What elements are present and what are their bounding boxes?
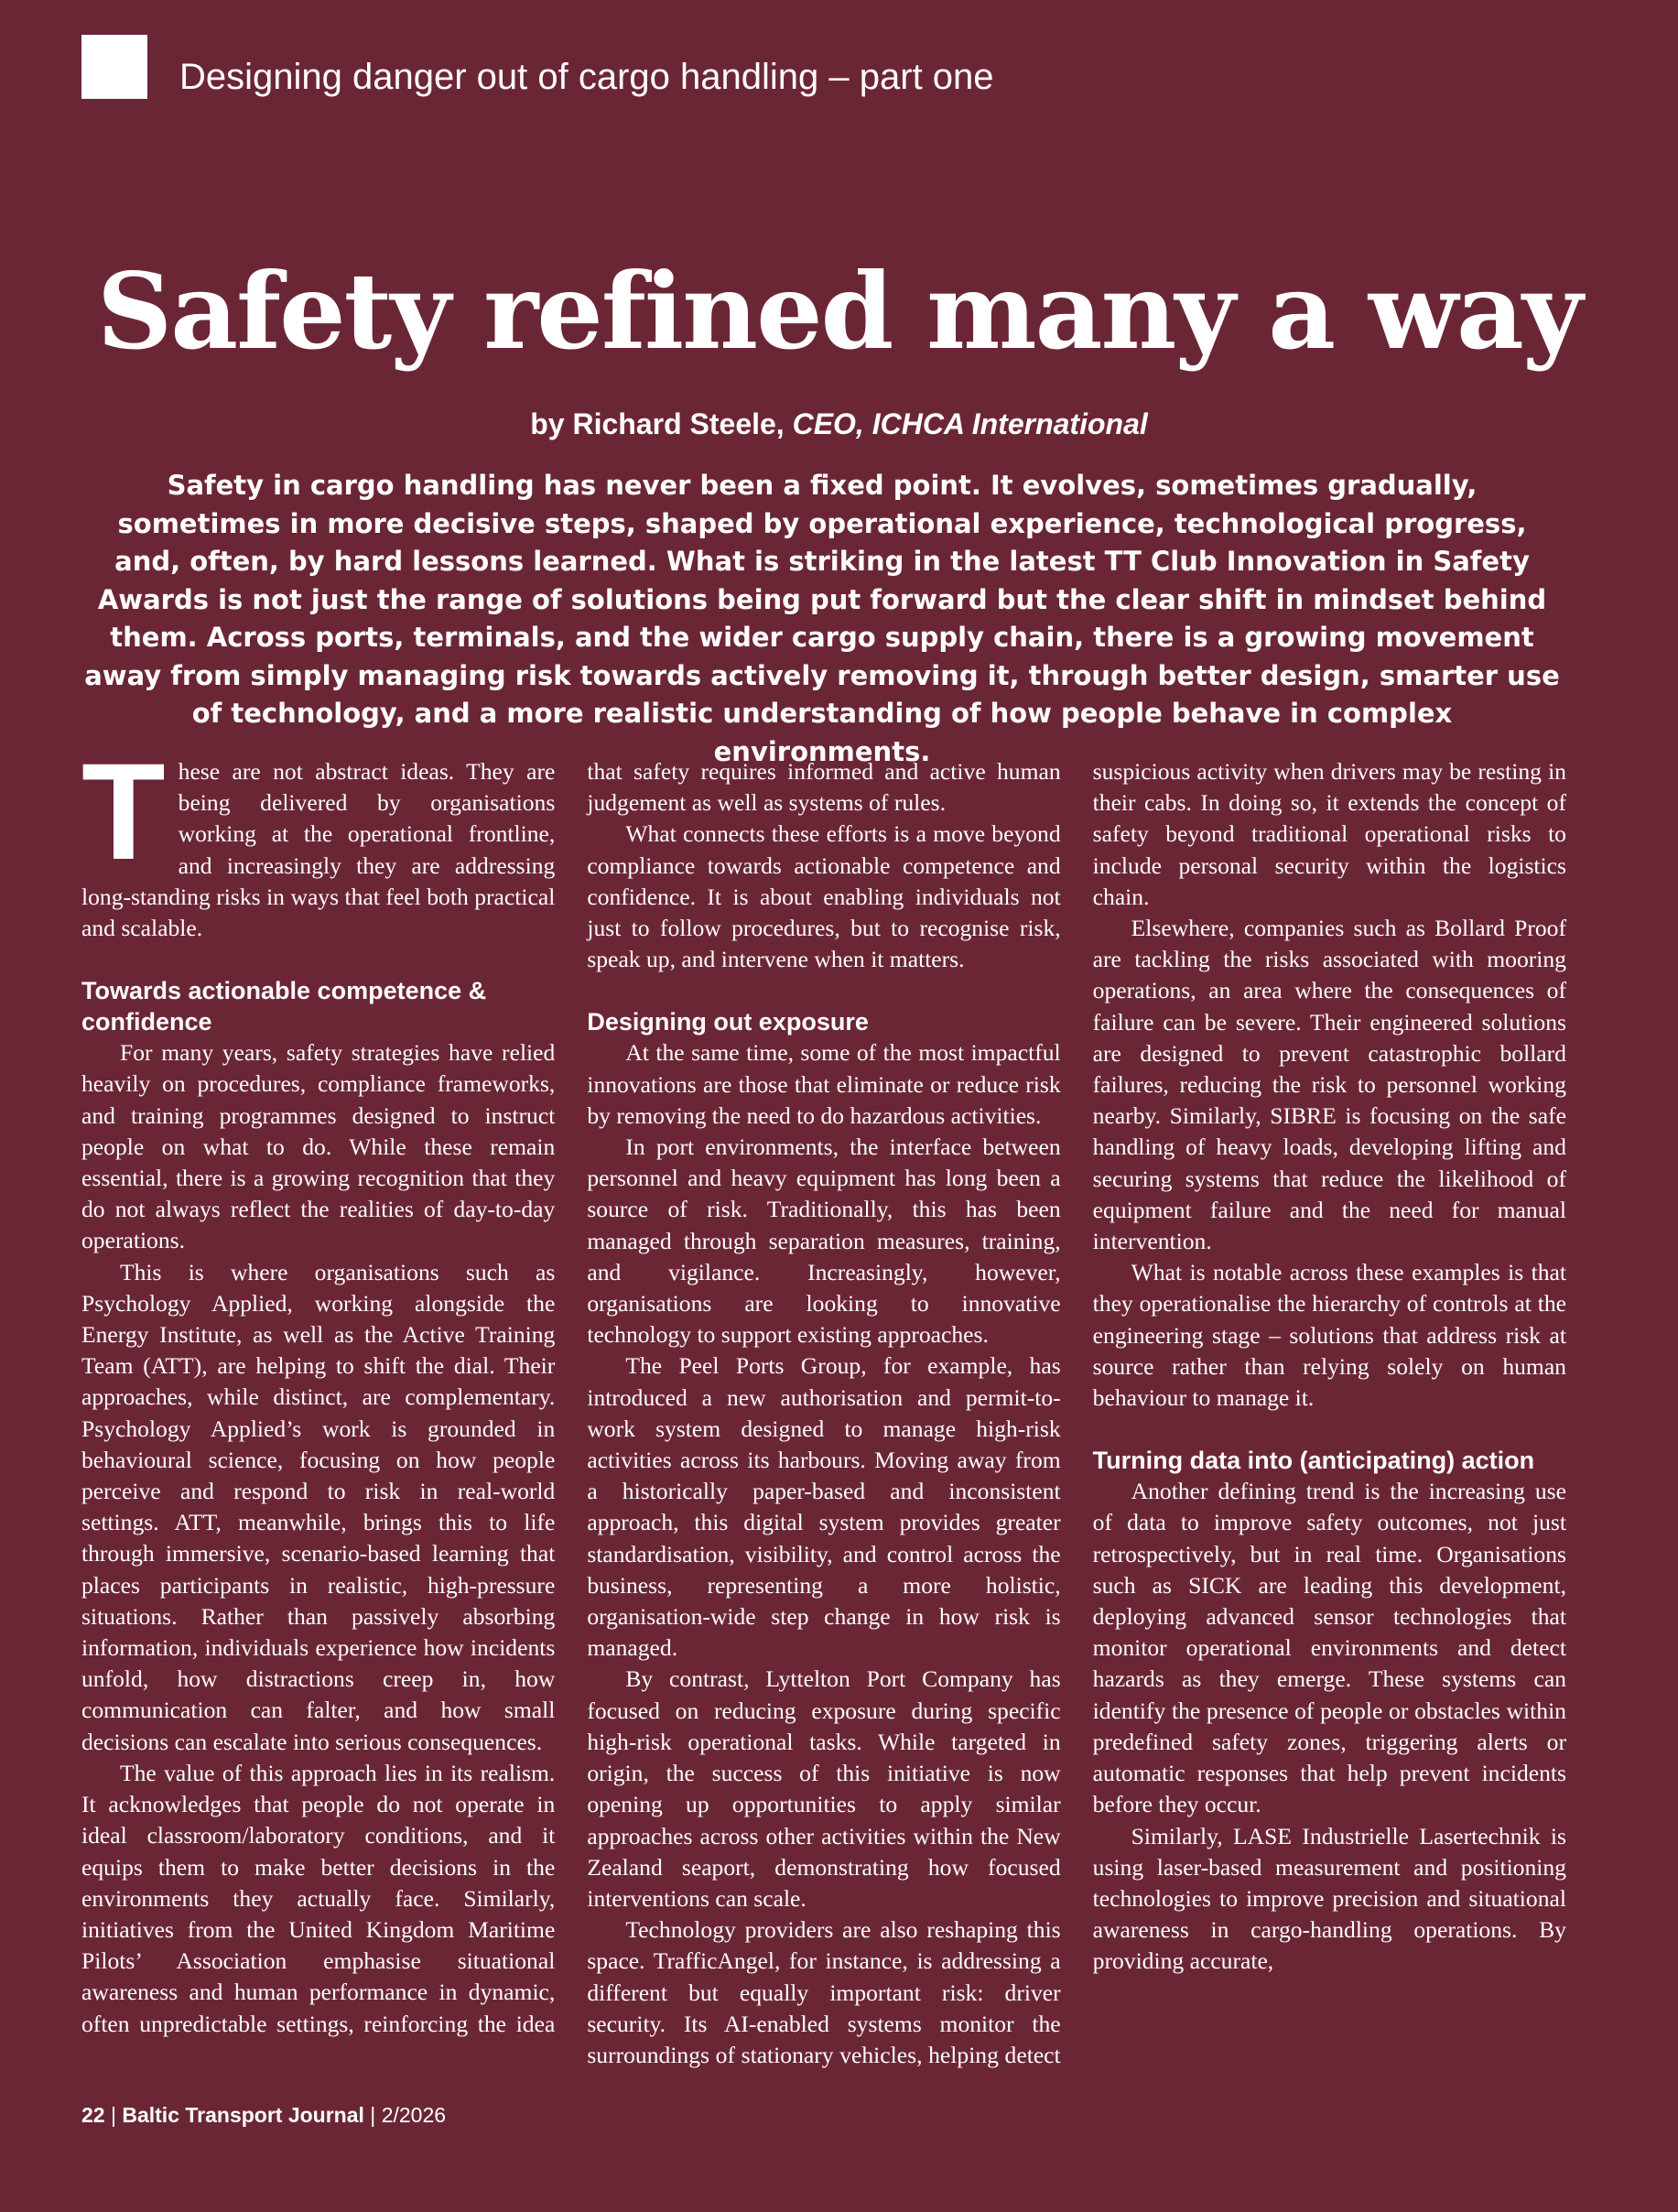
body-paragraph: Elsewhere, companies such as Bollard Proof are tackling the risks associated with mooring operations, an area where the consequences of failure can be severe. Their engineered solutions are designed to prevent catastrophic bollard failures, reducing the risk to personnel working nearby. Similarly, SIBRE is focusing on the safe handling of heavy loads, developing lifting and securing systems that reduce the likelihood of equipment failure and the need for manual intervention. [1092,915,1566,1255]
body-paragraph: By contrast, Lyttelton Port Company has focused on reducing exposure during specific high-risk operational tasks. While targeted in origin, the success of this initiative is now opening up opportunities to apply similar approaches across other activities within the New Zealand seaport, demonstrating how focused interventions can scale. [587,1665,1061,1912]
intro-paragraph: These are not abstract ideas. They are being delivered by organisations working at the operational frontline, and increasingly they are addressing long-standing risks in ways that feel both practical and scalable. [81,734,556,942]
body-paragraph: The value of this approach lies in its realism. It acknowledges that people do not operate in ideal classroom/laboratory conditions, and it equips them to make better decisions in the environments they actually face. Similarly, initiatives from the United Kingdom Maritime Pilots’ Association emphasise situational awareness and human performance in dynamic, often unpredictable settings, reinforcing the idea that safety requires informed and active human judgement as well as systems of rules. [81,758,1061,2037]
body-paragraph: What is notable across these examples is that they operationalise the hierarchy of controls at the engineering stage – solutions that address risk at source rather than relying solely on human behaviour to manage it. [1092,1259,1566,1412]
footer-separator: | [363,2103,382,2127]
section-heading: Turning data into (anticipating) action [1092,1447,1535,1475]
body-paragraph: Similarly, LASE Industrielle Lasertechnik is using laser-based measurement and positioning technologies to improve precision and situational awareness in cargo-handling operations. By providing accurate, [1092,1822,1566,1975]
body-paragraph: At the same time, some of the most impactful innovations are those that eliminate or reduce risk by removing the need to do hazardous activities. [587,1039,1061,1129]
footer-separator: | [104,2103,123,2127]
byline-author: by Richard Steele, [530,407,793,440]
section-heading: Towards actionable competence & confidence [81,977,487,1036]
byline [0,407,1678,441]
headline: Safety refined many a way [96,250,1582,373]
body-paragraph: Another defining trend is the increasing use of data to improve safety outcomes, not just retrospectively, but in real time. Organisations such as SICK are leading this development, deploying advanced sensor technologies that monitor operational environments and detect hazards as they emerge. These systems can identify the presence of people or obstacles within predefined safety zones, triggering alerts or automatic responses that help prevent incidents before they occur. [1092,1478,1566,1818]
issue-number: 2/2026 [381,2103,447,2127]
article-body [81,734,1566,2075]
body-paragraph: In port environments, the interface between personnel and heavy equipment has long been a source of risk. Traditionally, this has been managed through separation measures, training, and vigilance. Increasingly, however, organisations are looking to innovative technology to support existing approaches. [587,1133,1061,1349]
section-marker-square [81,35,147,99]
lead-paragraph: Safety in cargo handling has never been a fixed point. It evolves, sometimes gradually, sometimes in more decisive steps, shaped by operational experience, technological progress, and, often, by hard lessons learned. What is striking in the latest TT Club Innovation in Safety Awards is not just the range of solutions being put forward but the clear shift in mindset behind them. Across ports, terminals, and the wider cargo supply chain, there is a growing movement away from simply managing risk towards actively removing it, through better design, smarter use of technology, and a more realistic understanding of how people behave in complex environments. [84,470,1560,767]
page-number: 22 [81,2103,105,2127]
body-paragraph: Technology providers are also reshaping this space. TrafficAngel, for instance, is addressing a different but equally important risk: driver security. Its AI-enabled systems monitor the surroundings of stationary vehicles, helping detect suspicious activity when drivers may be resting in their cabs. In doing so, it extends the concept of safety beyond traditional operational risks to include personal security within the logistics chain. [587,758,1566,2068]
body-paragraph: For many years, safety strategies have relied heavily on procedures, compliance frameworks, and training programmes designed to instruct people on what to do. While these remain essential, there is a growing recognition that they do not always reflect the realities of day-to-day operations. [81,1039,556,1254]
body-paragraph: This is where organisations such as Psychology Applied, working alongside the Energy Institute, as well as the Active Training Team (ATT), are helping to shift the dial. Their approaches, while distinct, are complementary. Psychology Applied’s work is grounded in behavioural science, focusing on how people perceive and respond to risk in real-world settings. ATT, meanwhile, brings this to life through immersive, scenario-based learning that places participants in realistic, high-pressure situations. Rather than passively absorbing information, individuals experience how incidents unfold, how distractions creep in, how communication can falter, and how small decisions can escalate into serious consequences. [81,1258,556,1755]
publication-name: Baltic Transport Journal [122,2103,364,2127]
section-label: Designing danger out of cargo handling – part one [179,57,994,97]
byline-role: CEO, ICHCA International [792,407,1148,440]
body-paragraph: What connects these efforts is a move beyond compliance towards actionable competence and confidence. It is about enabling individuals not just to follow procedures, but to recognise risk, speak up, and intervene when it matters. [587,820,1061,973]
body-paragraph: The Peel Ports Group, for example, has introduced a new authorisation and permit-to-work system designed to manage high-risk activities across its harbours. Moving away from a historically paper-based and inconsistent approach, this digital system provides greater standardisation, visibility, and control across the business, representing a more holistic, organisation-wide step change in how risk is managed. [587,1352,1061,1662]
section-heading: Designing out exposure [587,1008,869,1036]
page-footer [81,2103,446,2128]
